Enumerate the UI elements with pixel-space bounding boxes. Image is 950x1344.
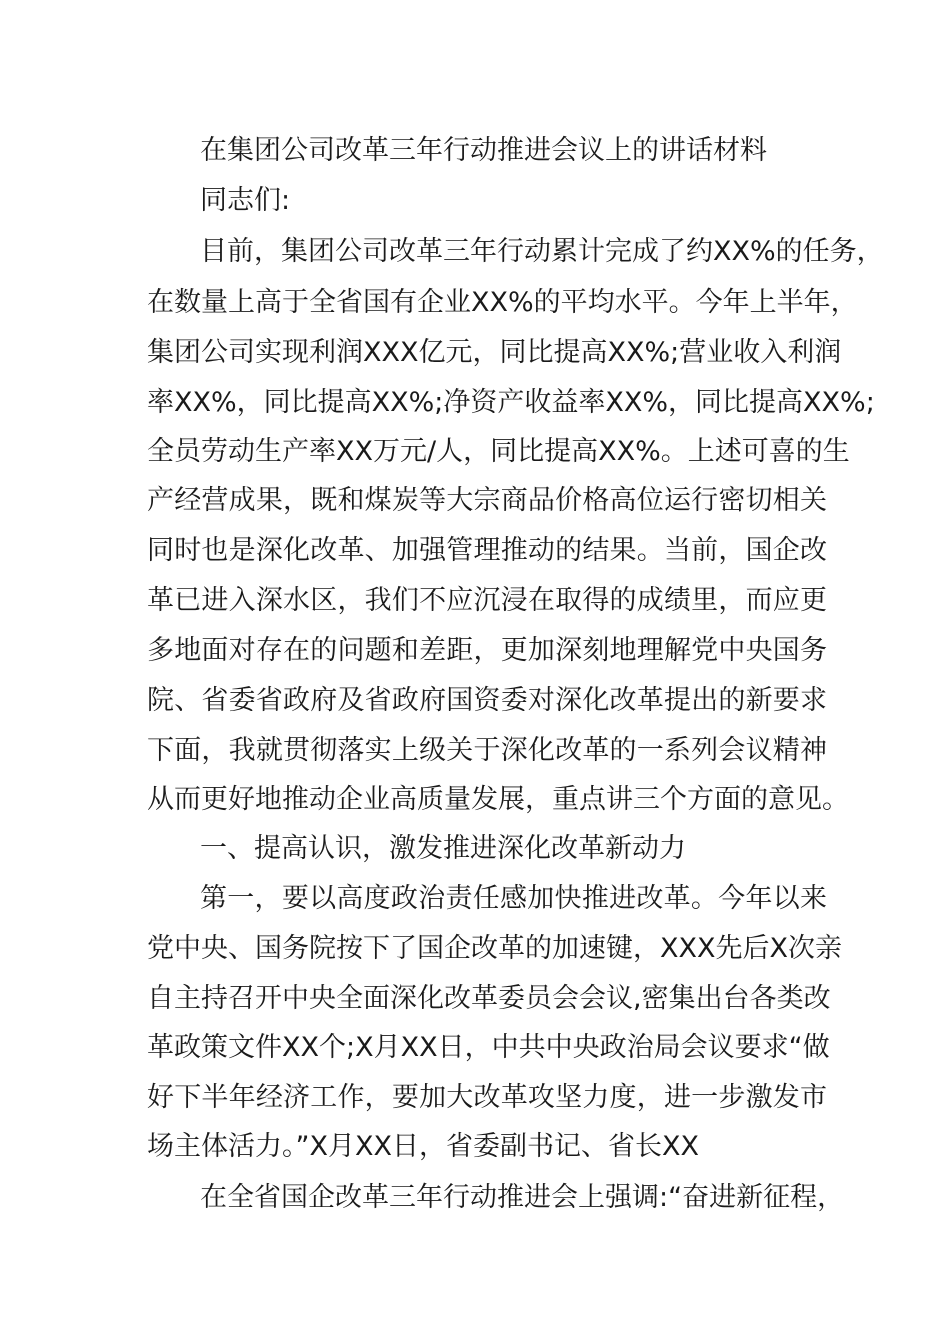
text-line: 第一，要以高度政治责任感加快推进改革。今年以来 [200, 883, 827, 914]
text-line: 自主持召开中央全面深化改革委员会会议,密集出台各类改 [147, 983, 831, 1014]
text-line: 革政策文件XX个;X月XX日，中共中央政治局会议要求“做 [147, 1032, 830, 1063]
text-line: 同时也是深化改革、加强管理推动的结果。当前，国企改 [147, 535, 827, 566]
salutation: 同志们: [200, 185, 291, 216]
text-line: 集团公司实现利润XXX亿元，同比提高XX%;营业收入利润 [147, 337, 842, 368]
text-line: 目前，集团公司改革三年行动累计完成了约XX%的任务， [200, 236, 884, 267]
text-line: 产经营成果，既和煤炭等大宗商品价格高位运行密切相关 [147, 485, 827, 516]
text-line: 从而更好地推动企业高质量发展，重点讲三个方面的意见。 [147, 784, 849, 815]
text-line: 在数量上高于全省国有企业XX%的平均水平。今年上半年， [147, 287, 858, 318]
text-line: 院、省委省政府及省政府国资委对深化改革提出的新要求 [147, 685, 827, 716]
text-line: 下面，我就贯彻落实上级关于深化改革的一系列会议精神 [147, 735, 827, 766]
text-line: 党中央、国务院按下了国企改革的加速键，XXX先后X次亲 [147, 933, 842, 964]
text-line: 在全省国企改革三年行动推进会上强调:“奋进新征程， [200, 1182, 845, 1213]
text-line: 革已进入深水区，我们不应沉浸在取得的成绩里，而应更 [147, 585, 827, 616]
text-line: 多地面对存在的问题和差距，更加深刻地理解党中央国务 [147, 635, 827, 666]
text-line: 率XX%，同比提高XX%;净资产收益率XX%，同比提高XX%; [147, 387, 875, 418]
text-line: 场主体活力。”X月XX日，省委副书记、省长XX [147, 1131, 699, 1162]
section-heading: 一、提高认识，激发推进深化改革新动力 [200, 833, 686, 864]
text-line: 好下半年经济工作，要加大改革攻坚力度，进一步激发市 [147, 1082, 827, 1113]
text-line: 全员劳动生产率XX万元/人，同比提高XX%。上述可喜的生 [147, 436, 850, 467]
document-title: 在集团公司改革三年行动推进会议上的讲话材料 [200, 135, 767, 166]
